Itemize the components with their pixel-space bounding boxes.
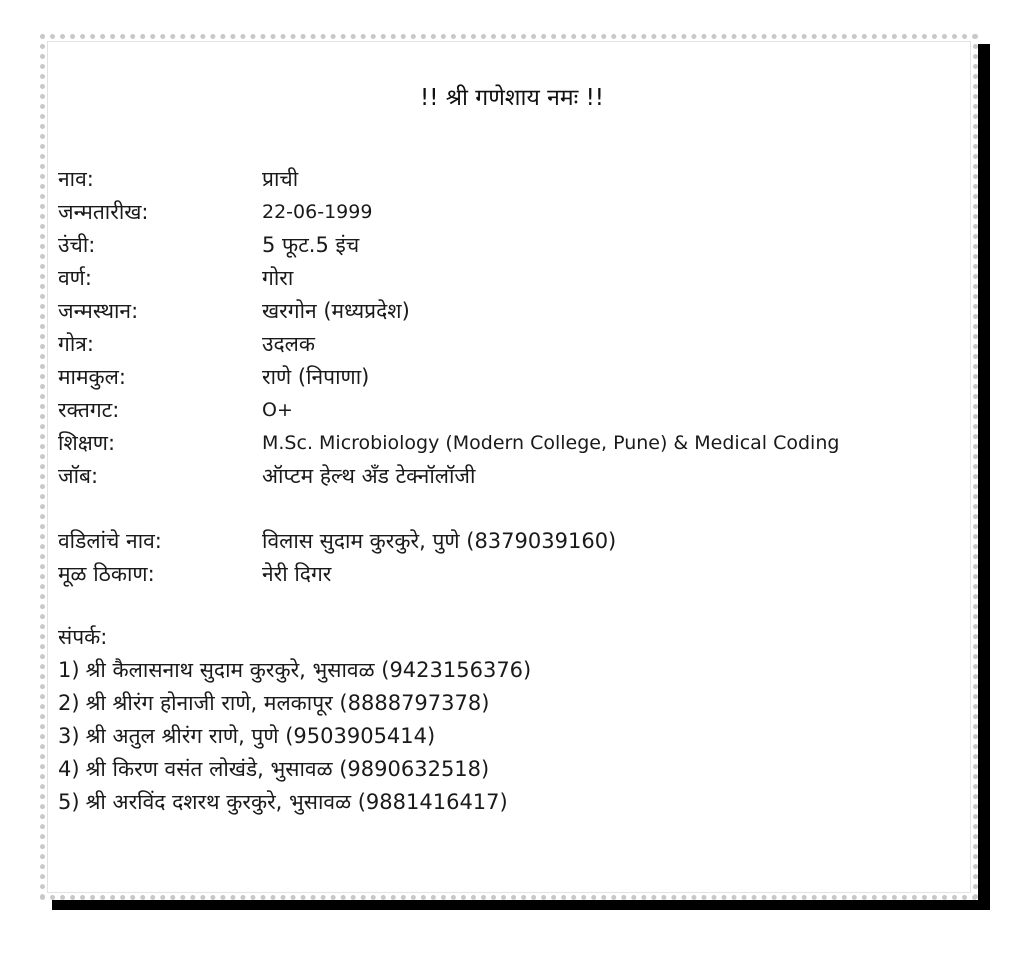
contact-number: 1) (58, 657, 80, 682)
field-label: उंची: (58, 232, 96, 257)
field-row-blood-group (58, 393, 958, 426)
field-value: M.Sc. Microbiology (Modern College, Pune) & Medical Coding (262, 431, 840, 454)
contact-text: श्री कैलासनाथ सुदाम कुरकुरे, भुसावळ (9423156376) (85, 657, 532, 682)
field-value: O+ (262, 398, 293, 421)
contact-number: 2) (58, 690, 80, 715)
page-title: !! श्री गणेशाय नमः !! (419, 85, 605, 111)
contact-item (58, 752, 958, 785)
field-value: राणे (निपाणा) (262, 364, 370, 389)
contact-item (58, 686, 958, 719)
contact-text: श्री अरविंद दशरथ कुरकुरे, भुसावळ (9881416417) (85, 789, 508, 814)
contact-heading: संपर्क: (58, 624, 108, 649)
section-spacer (58, 492, 958, 524)
field-label: जन्मतारीख: (58, 199, 149, 224)
field-row-education (58, 426, 958, 459)
field-value: विलास सुदाम कुरकुरे, पुणे (8379039160) (262, 528, 617, 553)
personal-details (58, 162, 958, 590)
field-value: प्राची (262, 166, 299, 191)
field-label: मूळ ठिकाण: (58, 561, 155, 586)
contact-text: श्री किरण वसंत लोखंडे, भुसावळ (9890632518) (85, 756, 490, 781)
field-label: मामकुल: (58, 364, 126, 389)
contact-item (58, 719, 958, 752)
contact-text: श्री अतुल श्रीरंग राणे, पुणे (9503905414) (85, 723, 436, 748)
field-value: खरगोन (मध्यप्रदेश) (262, 298, 410, 323)
field-value: नेरी दिगर (262, 561, 332, 586)
contact-number: 5) (58, 789, 80, 814)
field-label: शिक्षण: (58, 430, 116, 455)
field-value: गोरा (262, 265, 294, 290)
contact-number: 3) (58, 723, 80, 748)
field-value: उदलक (262, 331, 316, 356)
contact-section (58, 620, 958, 818)
field-label: वर्ण: (58, 265, 92, 290)
field-row-complexion (58, 261, 958, 294)
field-label: रक्तगट: (58, 397, 120, 422)
field-row-mamkul (58, 360, 958, 393)
field-label: वडिलांचे नाव: (58, 528, 162, 553)
field-row-height (58, 228, 958, 261)
contact-number: 4) (58, 756, 80, 781)
field-row-birthplace (58, 294, 958, 327)
field-label: जॉब: (58, 463, 99, 488)
field-value: 22-06-1999 (262, 200, 373, 223)
field-value: 5 फूट.5 इंच (262, 232, 360, 257)
field-row-native-place (58, 557, 958, 590)
field-row-gotra (58, 327, 958, 360)
contact-text: श्री श्रीरंग होनाजी राणे, मलकापूर (8888797378) (85, 690, 490, 715)
contact-item (58, 653, 958, 686)
field-row-father-name (58, 524, 958, 557)
field-row-name (58, 162, 958, 195)
field-row-job (58, 459, 958, 492)
field-value: ऑप्टम हेल्थ अँड टेक्नॉलॉजी (262, 463, 476, 488)
field-label: नाव: (58, 166, 94, 191)
contact-item (58, 785, 958, 818)
field-label: गोत्र: (58, 331, 94, 356)
field-label: जन्मस्थान: (58, 298, 139, 323)
field-row-dob (58, 195, 958, 228)
